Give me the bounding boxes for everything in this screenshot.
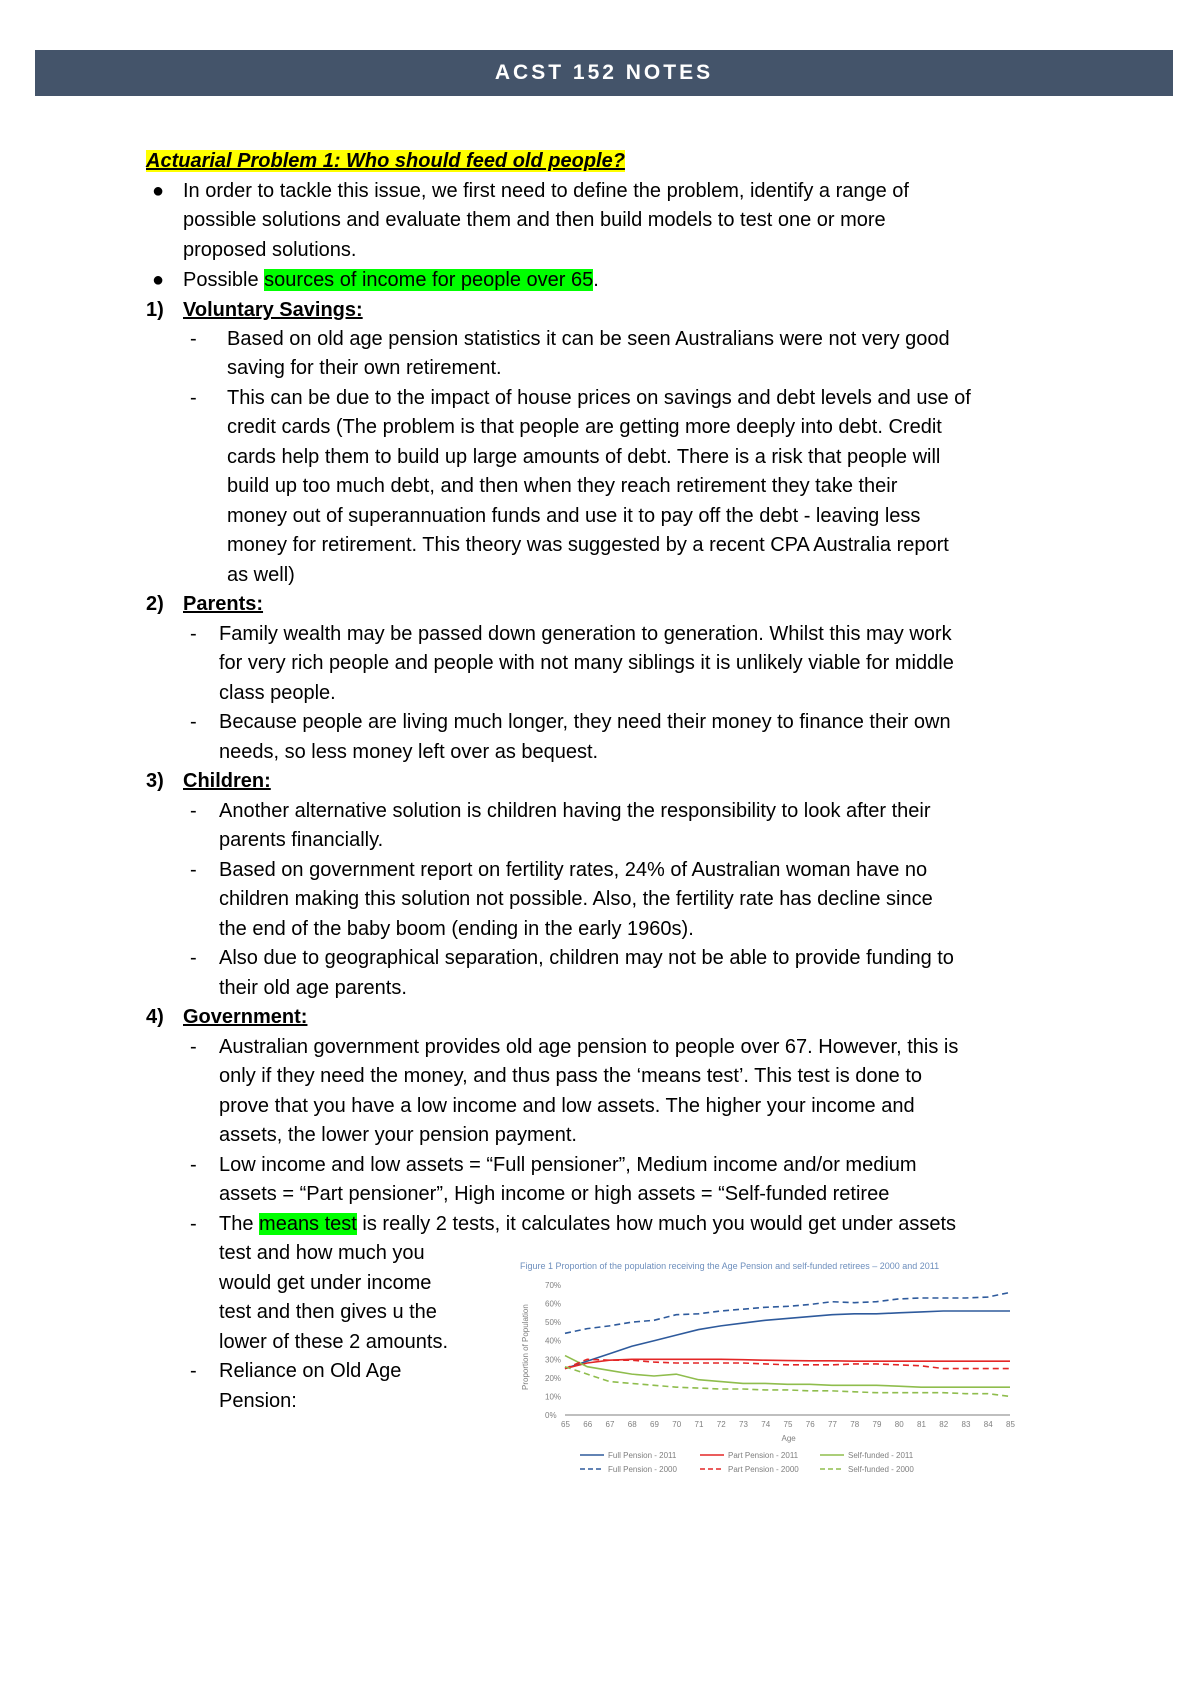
dash-marker: - — [190, 947, 197, 969]
chart-y-tick-label: 0% — [545, 1411, 557, 1420]
chart-y-tick-label: 30% — [545, 1355, 562, 1365]
page-title: ACST 152 NOTES — [494, 61, 714, 84]
intro-bullet-2-prefix: Possible — [183, 269, 265, 291]
intro-bullet-1-line-2: possible solutions and evaluate them and then build models to test one or more — [183, 209, 886, 231]
chart-legend-label: Full Pension - 2000 — [608, 1465, 677, 1474]
list-item-line: saving for their own retirement. — [227, 357, 502, 379]
section-heading-government — [146, 1003, 308, 1033]
dash-marker: - — [190, 623, 197, 645]
list-item-line: Based on old age pension statistics it can be seen Australians were not very good — [227, 328, 950, 350]
list-item-line: test and then gives u the — [219, 1301, 437, 1323]
chart-legend-label: Self-funded - 2000 — [848, 1465, 914, 1474]
list-item-line: Australian government provides old age pension to people over 67. However, this is — [219, 1036, 959, 1058]
list-item-line: children making this solution not possible. Also, the fertility rate has decline since — [219, 888, 933, 910]
dash-marker: - — [190, 1036, 197, 1058]
bullet-icon: ● — [152, 269, 165, 291]
chart-x-tick-label: 71 — [694, 1420, 704, 1429]
section-heading-children — [146, 767, 271, 797]
chart-y-tick-label: 40% — [545, 1336, 562, 1346]
chart-y-axis-label: Proportion of Population — [521, 1304, 530, 1390]
chart-x-tick-label: 84 — [983, 1420, 993, 1429]
list-item-line: Reliance on Old Age — [219, 1360, 402, 1382]
list-item-line: lower of these 2 amounts. — [219, 1331, 449, 1353]
dash-marker: - — [190, 328, 197, 350]
list-item-line: Based on government report on fertility rates, 24% of Australian woman have no — [219, 859, 928, 881]
chart-series-line-self-funded-2000 — [565, 1367, 1010, 1397]
dash-marker: - — [190, 711, 197, 733]
chart-x-tick-label: 75 — [783, 1420, 793, 1429]
chart-series-group — [565, 1292, 1010, 1396]
list-item-line: as well) — [227, 564, 295, 586]
dash-marker: - — [190, 1213, 197, 1235]
pension-chart — [520, 1255, 1020, 1555]
list-item-line: Also due to geographical separation, children may not be able to provide funding to — [219, 947, 954, 969]
chart-x-tick-label: 82 — [939, 1420, 949, 1429]
problem-title-text: Actuarial Problem 1: Who should feed old people? — [146, 150, 625, 172]
list-item-line: parents financially. — [219, 829, 384, 851]
list-item-line: test and how much you — [219, 1242, 425, 1264]
chart-series-line-full-pension-2000 — [565, 1292, 1010, 1333]
list-item-line: credit cards (The problem is that people are getting more deeply into debt. Credit — [227, 416, 942, 438]
chart-legend-label: Full Pension - 2011 — [608, 1451, 677, 1460]
chart-y-tick-label: 50% — [545, 1318, 562, 1328]
chart-title: Figure 1 Proportion of the population receiving the Age Pension and self-funded retirees – 2000 and 2011 — [520, 1261, 940, 1271]
list-item-line: Family wealth may be passed down generation to generation. Whilst this may work — [219, 623, 952, 645]
list-item-line: needs, so less money left over as bequest. — [219, 741, 599, 763]
list-item-line: their old age parents. — [219, 977, 407, 999]
chart-x-tick-label: 69 — [650, 1420, 659, 1429]
means-test-item — [219, 1210, 956, 1240]
chart-x-tick-label: 67 — [605, 1420, 615, 1429]
list-item-line: This can be due to the impact of house prices on savings and debt levels and use of — [227, 387, 971, 409]
dash-marker: - — [190, 859, 197, 881]
dash-marker: - — [190, 1154, 197, 1176]
list-item-line: assets, the lower your pension payment. — [219, 1124, 577, 1146]
chart-legend-label: Part Pension - 2011 — [728, 1451, 799, 1460]
chart-y-tick-label: 10% — [545, 1392, 562, 1402]
intro-bullet-1-line-1: In order to tackle this issue, we first need to define the problem, identify a range of — [183, 180, 909, 202]
section-title: Government: — [183, 1006, 308, 1028]
chart-series-line-part-pension-2011 — [565, 1359, 1010, 1368]
list-item-line: money for retirement. This theory was suggested by a recent CPA Australia report — [227, 534, 949, 556]
chart-x-ticks — [561, 1420, 1015, 1429]
chart-y-tick-label: 70% — [545, 1281, 562, 1290]
chart-x-tick-label: 85 — [1006, 1420, 1015, 1429]
chart-x-tick-label: 66 — [583, 1420, 593, 1429]
means-test-suffix: is really 2 tests, it calculates how much you would get under assets — [356, 1213, 957, 1235]
chart-x-tick-label: 81 — [917, 1420, 926, 1429]
list-item-line: would get under income — [219, 1272, 432, 1294]
section-heading-voluntary-savings — [146, 296, 363, 326]
intro-bullet-2 — [183, 266, 599, 296]
chart-y-ticks — [545, 1281, 561, 1420]
chart-x-tick-label: 76 — [805, 1420, 815, 1429]
chart-x-tick-label: 68 — [627, 1420, 637, 1429]
list-item-line: Another alternative solution is children having the responsibility to look after their — [219, 800, 931, 822]
chart-x-tick-label: 80 — [894, 1420, 904, 1429]
list-item-line: money out of superannuation funds and use it to pay off the debt - leaving less — [227, 505, 921, 527]
dash-marker: - — [190, 800, 197, 822]
list-item-line: assets = “Part pensioner”, High income or high assets = “Self-funded retiree — [219, 1183, 890, 1205]
section-number: 3) — [146, 770, 164, 792]
section-title: Parents: — [183, 593, 264, 615]
chart-x-tick-label: 72 — [716, 1420, 726, 1429]
section-title: Children: — [183, 770, 271, 792]
chart-x-tick-label: 74 — [761, 1420, 771, 1429]
means-test-highlight: means test — [259, 1213, 357, 1235]
list-item-line: Pension: — [219, 1390, 297, 1412]
list-item-line: build up too much debt, and then when they reach retirement they take their — [227, 475, 898, 497]
chart-x-axis-label: Age — [781, 1434, 796, 1443]
chart-x-tick-label: 77 — [828, 1420, 837, 1429]
chart-x-tick-label: 65 — [561, 1420, 570, 1429]
intro-bullet-2-suffix: . — [593, 269, 599, 291]
chart-y-tick-label: 60% — [545, 1299, 562, 1309]
section-number: 4) — [146, 1006, 164, 1028]
chart-x-tick-label: 70 — [672, 1420, 682, 1429]
chart-legend-label: Part Pension - 2000 — [728, 1465, 799, 1474]
chart-y-tick-label: 20% — [545, 1373, 562, 1383]
list-item-line: only if they need the money, and thus pass the ‘means test’. This test is done to — [219, 1065, 922, 1087]
chart-svg — [520, 1255, 1020, 1555]
chart-x-tick-label: 79 — [872, 1420, 882, 1429]
bullet-icon: ● — [152, 180, 165, 202]
section-heading-parents — [146, 590, 264, 620]
chart-x-tick-label: 83 — [961, 1420, 971, 1429]
section-number: 2) — [146, 593, 164, 615]
header-bar — [35, 50, 1173, 96]
dash-marker: - — [190, 387, 197, 409]
problem-title — [146, 147, 625, 177]
section-title: Voluntary Savings: — [183, 299, 363, 321]
dash-marker: - — [190, 1360, 197, 1382]
means-test-prefix: The — [219, 1213, 260, 1235]
chart-x-tick-label: 73 — [739, 1420, 748, 1429]
chart-legend — [580, 1451, 914, 1474]
income-sources-highlight: sources of income for people over 65 — [264, 269, 594, 291]
list-item-line: the end of the baby boom (ending in the early 1960s). — [219, 918, 694, 940]
chart-x-tick-label: 78 — [850, 1420, 860, 1429]
list-item-line: for very rich people and people with not many siblings it is unlikely viable for middle — [219, 652, 954, 674]
list-item-line: cards help them to build up large amounts of debt. There is a risk that people will — [227, 446, 941, 468]
list-item-line: Because people are living much longer, they need their money to finance their own — [219, 711, 951, 733]
list-item-line: class people. — [219, 682, 336, 704]
chart-legend-label: Self-funded - 2011 — [848, 1451, 914, 1460]
section-number: 1) — [146, 299, 164, 321]
intro-bullet-1-line-3: proposed solutions. — [183, 239, 357, 261]
list-item-line: prove that you have a low income and low assets. The higher your income and — [219, 1095, 915, 1117]
list-item-line: Low income and low assets = “Full pensioner”, Medium income and/or medium — [219, 1154, 917, 1176]
